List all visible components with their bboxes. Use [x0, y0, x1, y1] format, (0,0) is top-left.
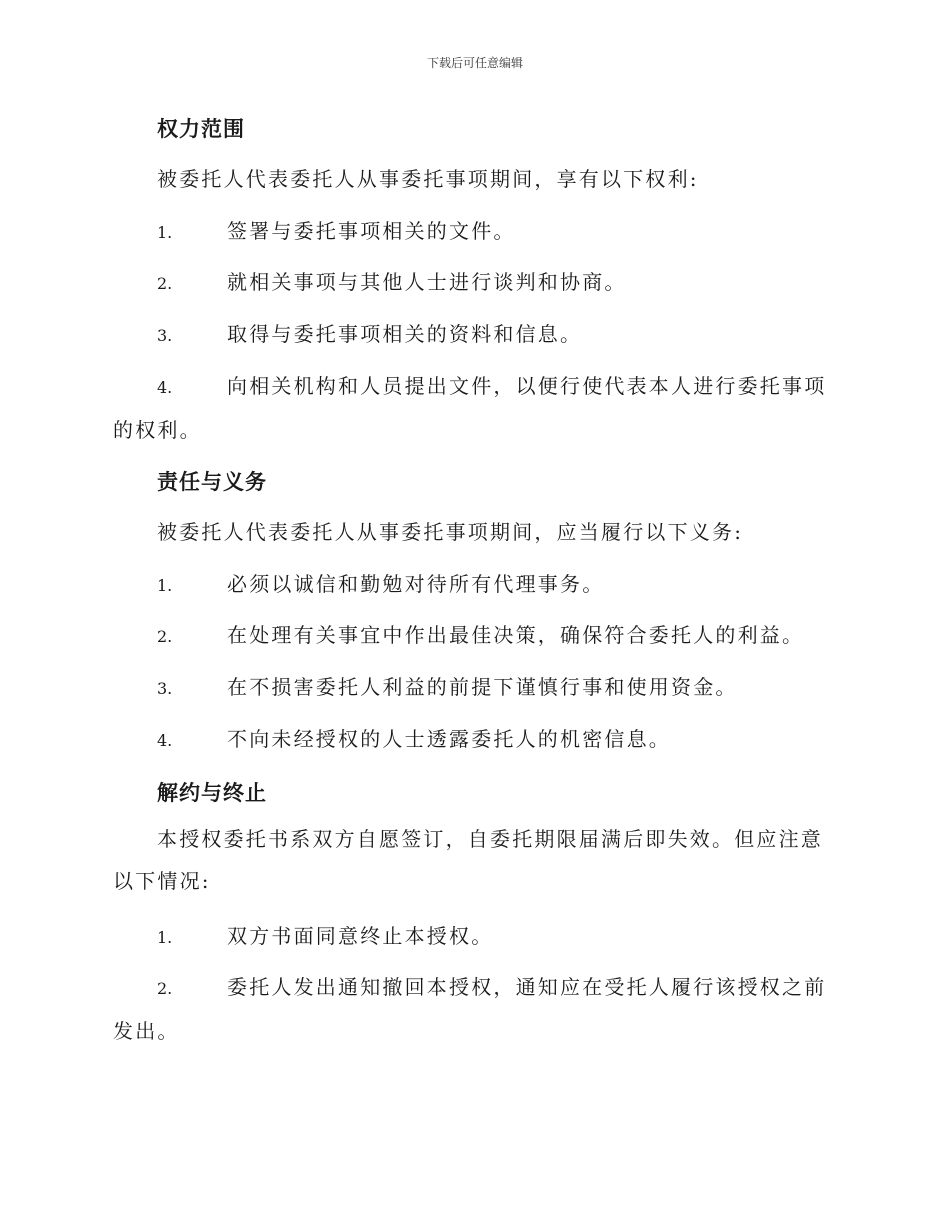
list-item-text: 向相关机构和人员提出文件，以便行使代表本人进行委托事项的权利。 [113, 374, 827, 442]
list-item-number: 2. [157, 627, 173, 646]
list-item-text: 签署与委托事项相关的文件。 [227, 219, 516, 243]
list-item-number: 1. [157, 223, 173, 242]
list-item [113, 210, 835, 254]
section-heading-termination: 解约与终止 [157, 781, 267, 805]
list-item [113, 365, 835, 451]
list-item [113, 261, 835, 305]
list-item-text: 取得与委托事项相关的资料和信息。 [227, 322, 583, 346]
list-item-text: 双方书面同意终止本授权。 [227, 924, 494, 948]
list-item-number: 3. [157, 679, 173, 698]
section-heading-powers: 权力范围 [157, 117, 245, 141]
list-item-number: 1. [157, 576, 173, 595]
section-heading-duties: 责任与义务 [157, 470, 267, 494]
list-item-text: 必须以诚信和勤勉对待所有代理事务。 [227, 572, 605, 596]
list-item-number: 3. [157, 326, 173, 345]
list-item-text: 委托人发出通知撤回本授权，通知应在受托人履行该授权之前发出。 [113, 975, 827, 1043]
list-item [113, 313, 835, 357]
list-item-text: 在处理有关事宜中作出最佳决策，确保符合委托人的利益。 [227, 623, 805, 647]
list-item-text: 不向未经授权的人士透露委托人的机密信息。 [227, 727, 671, 751]
list-item [113, 915, 835, 959]
list-item-number: 4. [157, 731, 173, 750]
list-item-text: 在不损害委托人利益的前提下谨慎行事和使用资金。 [227, 675, 738, 699]
list-item [113, 718, 835, 762]
list-item [113, 966, 835, 1052]
section-intro-termination: 本授权委托书系双方自愿签订，自委托期限届满后即失效。但应注意以下情况: [113, 827, 823, 893]
list-item-number: 2. [157, 979, 173, 998]
list-item [113, 563, 835, 607]
section-intro-powers: 被委托人代表委托人从事委托事项期间，享有以下权利: [157, 167, 699, 191]
list-item-number: 1. [157, 928, 173, 947]
list-item [113, 614, 835, 658]
list-item [113, 666, 835, 710]
header-note: 下载后可任意编辑 [426, 56, 523, 70]
list-item-number: 4. [157, 378, 173, 397]
list-item-text: 就相关事项与其他人士进行谈判和协商。 [227, 270, 627, 294]
section-intro-duties: 被委托人代表委托人从事委托事项期间，应当履行以下义务: [157, 520, 744, 544]
list-item-number: 2. [157, 274, 173, 293]
